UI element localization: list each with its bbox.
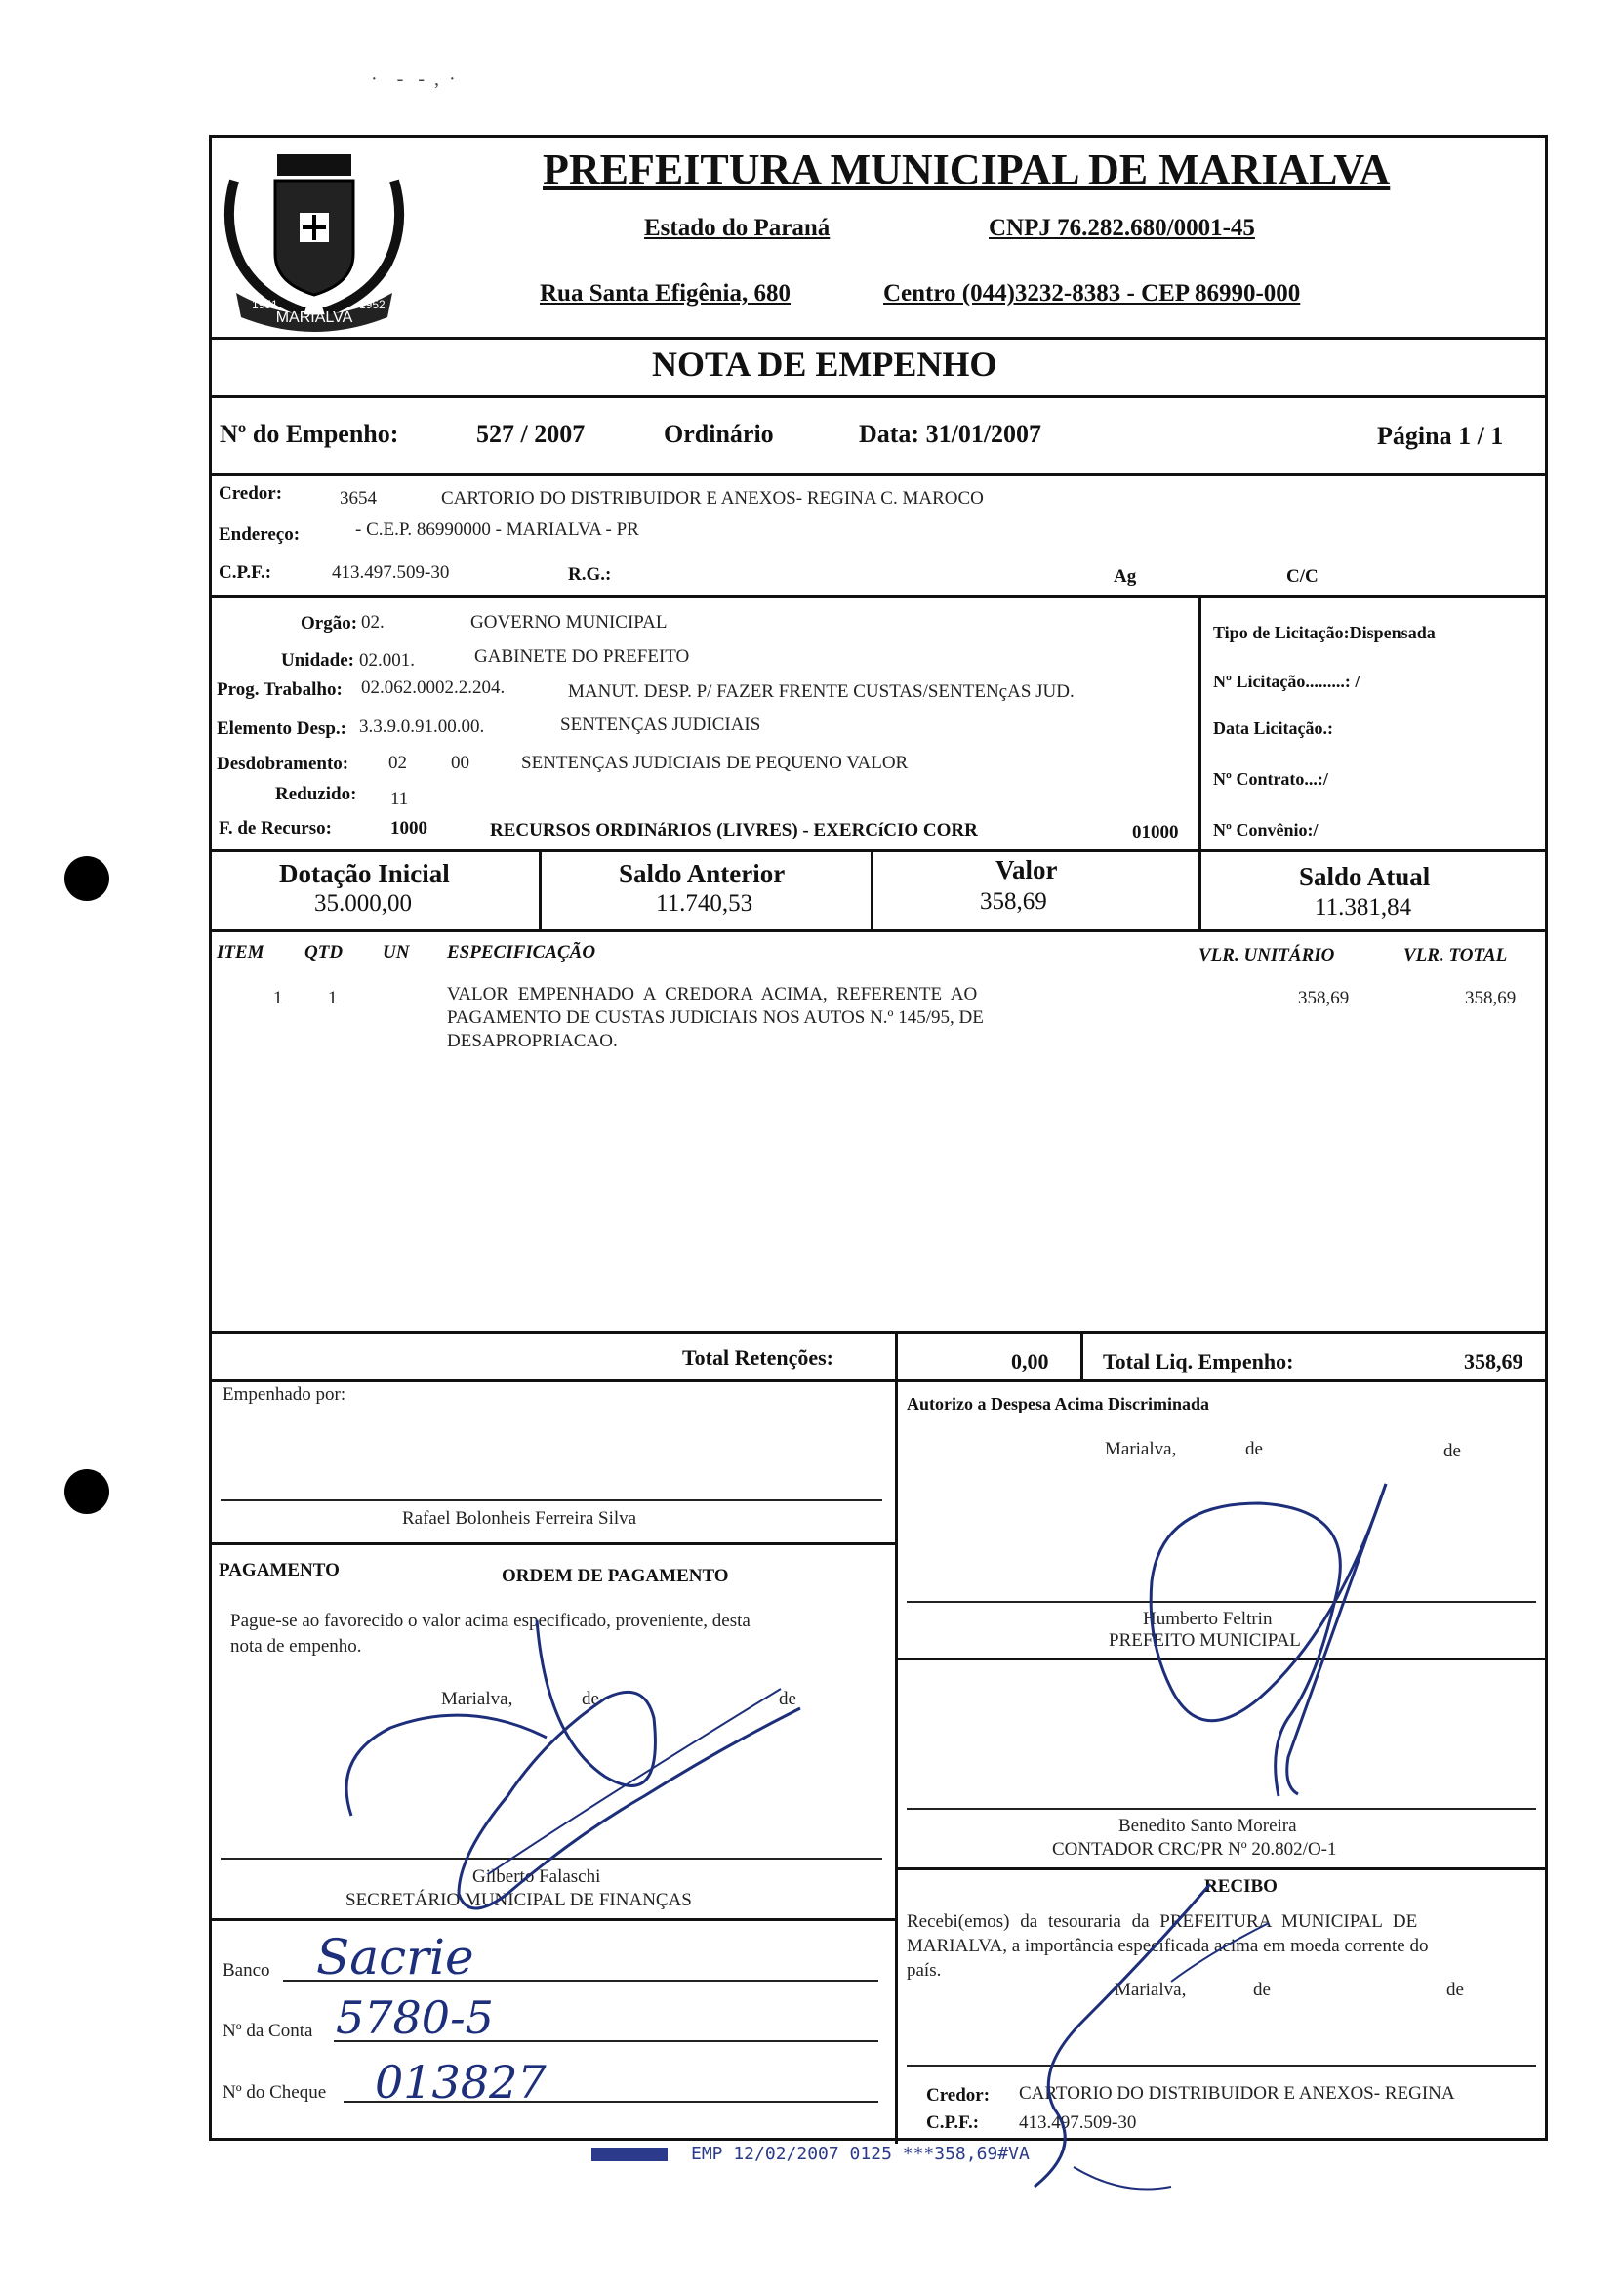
banco-handwritten: Sacrie xyxy=(316,1929,474,1986)
place-label: Marialva, xyxy=(441,1689,513,1709)
cpf-label: C.P.F.: xyxy=(219,562,272,583)
autorizo-label: Autorizo a Despesa Acima Discriminada xyxy=(907,1394,1209,1413)
col-vlr-unitario: VLR. UNITÁRIO xyxy=(1198,945,1335,965)
divider xyxy=(209,1331,1548,1334)
recebedor-signature xyxy=(976,1874,1386,2206)
signature-line xyxy=(221,1499,882,1501)
banco-label: Banco xyxy=(223,1960,270,1981)
recibo-text: Recebi(emos) da tesouraria da PREFEITURA MUNICIPAL DE xyxy=(907,1911,1418,1932)
page-number: Página 1 / 1 xyxy=(1377,422,1504,450)
desdobramento-name: SENTENÇAS JUDICIAIS DE PEQUENO VALOR xyxy=(521,753,909,773)
item-unit-value: 358,69 xyxy=(1298,988,1350,1008)
document-title: NOTA DE EMPENHO xyxy=(652,345,997,384)
recurso-code: 1000 xyxy=(390,818,427,839)
secretario-signature xyxy=(312,1601,820,1933)
ag-label: Ag xyxy=(1114,566,1137,587)
divider xyxy=(209,395,1548,398)
stamp-mark-icon xyxy=(591,2148,668,2161)
svg-text:1951: 1951 xyxy=(252,298,278,311)
col-vlr-total: VLR. TOTAL xyxy=(1403,945,1508,965)
col-un: UN xyxy=(383,942,410,962)
empenhado-name: Rafael Bolonheis Ferreira Silva xyxy=(402,1508,637,1529)
divider xyxy=(209,473,1548,476)
convenio-numero: Nº Convênio:/ xyxy=(1213,820,1319,839)
prog-name: MANUT. DESP. P/ FAZER FRENTE CUSTAS/SENTENçAS JUD. xyxy=(568,681,1075,702)
divider xyxy=(209,849,1548,852)
divider xyxy=(895,1867,1548,1870)
divider xyxy=(209,929,1548,932)
scan-marks: · - - , · xyxy=(371,68,456,90)
recibo-credor-label: Credor: xyxy=(926,2085,991,2106)
page-title: PREFEITURA MUNICIPAL DE MARIALVA xyxy=(543,145,1391,193)
divider xyxy=(209,1542,896,1545)
empenhado-label: Empenhado por: xyxy=(223,1384,346,1405)
place-label: Marialva, xyxy=(1115,1980,1187,2000)
divider xyxy=(871,849,873,929)
desdobramento-label: Desdobramento: xyxy=(217,754,349,774)
valor-label: Valor xyxy=(995,855,1058,884)
divider xyxy=(895,1331,898,2144)
liquido-value: 358,69 xyxy=(1464,1349,1523,1373)
orgao-name: GOVERNO MUNICIPAL xyxy=(470,612,668,633)
prog-label: Prog. Trabalho: xyxy=(217,679,343,700)
licitacao-tipo: Tipo de Licitação:Dispensada xyxy=(1213,623,1436,642)
unidade-label: Unidade: xyxy=(281,650,354,671)
cpf-value: 413.497.509-30 xyxy=(332,562,450,583)
liquido-label: Total Liq. Empenho: xyxy=(1103,1349,1294,1373)
reduzido-value: 11 xyxy=(390,789,409,809)
rg-label: R.G.: xyxy=(568,564,612,585)
divider xyxy=(209,1379,1548,1382)
saldo-anterior-value: 11.740,53 xyxy=(656,890,753,917)
recurso-name: RECURSOS ORDINáRIOS (LIVRES) - EXERCíCIO CORR xyxy=(490,820,978,840)
item-spec-line: PAGAMENTO DE CUSTAS JUDICIAIS NOS AUTOS N.º 145/95, DE xyxy=(447,1007,984,1028)
punch-hole xyxy=(64,856,109,901)
punch-hole xyxy=(64,1469,109,1514)
conta-handwritten: 5780-5 xyxy=(336,1991,494,2044)
item-total-value: 358,69 xyxy=(1465,988,1517,1008)
credor-name: CARTORIO DO DISTRIBUIDOR E ANEXOS- REGINA C. MAROCO xyxy=(441,488,984,509)
place-label: Marialva, xyxy=(1105,1439,1177,1459)
recibo-cpf-label: C.P.F.: xyxy=(926,2112,980,2133)
recurso-number: 01000 xyxy=(1132,822,1179,842)
prog-code: 02.062.0002.2.204. xyxy=(361,677,506,698)
dotacao-value: 35.000,00 xyxy=(314,890,412,917)
prefeito-title: PREFEITO MUNICIPAL xyxy=(1109,1630,1301,1651)
de-label: de xyxy=(1443,1441,1461,1461)
item-spec-line: DESAPROPRIACAO. xyxy=(447,1031,618,1051)
svg-text:MARIALVA: MARIALVA xyxy=(275,309,353,326)
contador-title: CONTADOR CRC/PR Nº 20.802/O-1 xyxy=(1052,1839,1337,1860)
cnpj-label: CNPJ 76.282.680/0001-45 xyxy=(989,215,1255,241)
secretario-name: Gilberto Falaschi xyxy=(472,1866,601,1887)
desdobramento-sub: 00 xyxy=(451,753,469,773)
reduzido-label: Reduzido: xyxy=(275,784,357,804)
ordem-label: ORDEM DE PAGAMENTO xyxy=(502,1566,729,1586)
licitacao-data: Data Licitação.: xyxy=(1213,718,1333,738)
item-number: 1 xyxy=(273,988,283,1008)
cheque-handwritten: 013827 xyxy=(375,2056,547,2109)
conta-label: Nº da Conta xyxy=(223,2021,313,2041)
elemento-name: SENTENÇAS JUDICIAIS xyxy=(560,715,761,735)
saldo-atual-value: 11.381,84 xyxy=(1315,894,1412,921)
dotacao-label: Dotação Inicial xyxy=(279,859,450,888)
retencoes-label: Total Retenções: xyxy=(682,1345,833,1370)
recibo-credor-name: CARTORIO DO DISTRIBUIDOR E ANEXOS- REGINA xyxy=(1019,2083,1455,2104)
empenho-date: Data: 31/01/2007 xyxy=(859,420,1042,448)
divider xyxy=(539,849,542,929)
center-phone-cep: Centro (044)3232-8383 - CEP 86990-000 xyxy=(883,280,1301,307)
contador-name: Benedito Santo Moreira xyxy=(1118,1816,1297,1836)
saldo-atual-label: Saldo Atual xyxy=(1299,862,1431,891)
credor-code: 3654 xyxy=(340,488,377,509)
empenho-number: 527 / 2007 xyxy=(476,420,586,448)
valor-value: 358,69 xyxy=(980,888,1047,915)
desdobramento-code: 02 xyxy=(388,753,407,773)
de-label: de xyxy=(1253,1980,1271,2000)
endereco-value: - C.E.P. 86990000 - MARIALVA - PR xyxy=(355,519,639,540)
empenho-label: Nº do Empenho: xyxy=(220,420,399,448)
pague-text: nota de empenho. xyxy=(230,1636,362,1657)
saldo-anterior-label: Saldo Anterior xyxy=(619,859,786,888)
retencoes-value: 0,00 xyxy=(1011,1349,1049,1373)
unidade-name: GABINETE DO PREFEITO xyxy=(474,646,690,667)
recibo-label: RECIBO xyxy=(1204,1876,1278,1897)
municipal-crest-icon xyxy=(217,137,412,337)
empenho-type: Ordinário xyxy=(664,420,774,448)
de-label: de xyxy=(1446,1980,1464,2000)
col-item: ITEM xyxy=(217,942,264,962)
recibo-text: MARIALVA, a importância especificada acima em moeda corrente do xyxy=(907,1936,1429,1956)
pagamento-label: PAGAMENTO xyxy=(219,1560,340,1580)
address-label: Rua Santa Efigênia, 680 xyxy=(540,280,791,307)
item-spec-line: VALOR EMPENHADO A CREDORA ACIMA, REFERENTE AO xyxy=(447,984,978,1004)
state-label: Estado do Paraná xyxy=(644,215,831,241)
elemento-code: 3.3.9.0.91.00.00. xyxy=(359,717,485,737)
licitacao-numero: Nº Licitação.........: / xyxy=(1213,672,1360,691)
de-label: de xyxy=(582,1689,599,1709)
unidade-code: 02.001. xyxy=(359,650,415,671)
protocol-stamp: EMP 12/02/2007 0125 ***358,69#VA xyxy=(691,2144,1030,2164)
cheque-label: Nº do Cheque xyxy=(223,2082,327,2103)
col-qtd: QTD xyxy=(304,942,344,962)
divider xyxy=(209,337,1548,340)
pague-text: Pague-se ao favorecido o valor acima especificado, proveniente, desta xyxy=(230,1611,751,1631)
divider xyxy=(1080,1331,1083,1380)
secretario-title: SECRETÁRIO MUNICIPAL DE FINANÇAS xyxy=(345,1890,692,1910)
recibo-cpf-value: 413.497.509-30 xyxy=(1019,2112,1137,2133)
prefeito-name: Humberto Feltrin xyxy=(1143,1609,1273,1629)
divider xyxy=(1198,595,1201,851)
divider xyxy=(1198,849,1201,929)
cc-label: C/C xyxy=(1286,566,1319,587)
prefeito-signature xyxy=(1093,1464,1405,1816)
endereco-label: Endereço: xyxy=(219,524,301,545)
contrato-numero: Nº Contrato...:/ xyxy=(1213,769,1328,789)
orgao-code: 02. xyxy=(361,612,385,633)
de-label: de xyxy=(1245,1439,1263,1459)
recurso-label: F. de Recurso: xyxy=(219,818,332,839)
orgao-label: Orgão: xyxy=(301,613,358,634)
item-qtd: 1 xyxy=(328,988,338,1008)
col-especificacao: ESPECIFICAÇÃO xyxy=(447,942,596,962)
recibo-text: país. xyxy=(907,1960,942,1981)
divider xyxy=(209,595,1548,598)
credor-label: Credor: xyxy=(219,483,283,504)
svg-text:1952: 1952 xyxy=(359,298,386,311)
de-label: de xyxy=(779,1689,796,1709)
elemento-label: Elemento Desp.: xyxy=(217,718,346,739)
